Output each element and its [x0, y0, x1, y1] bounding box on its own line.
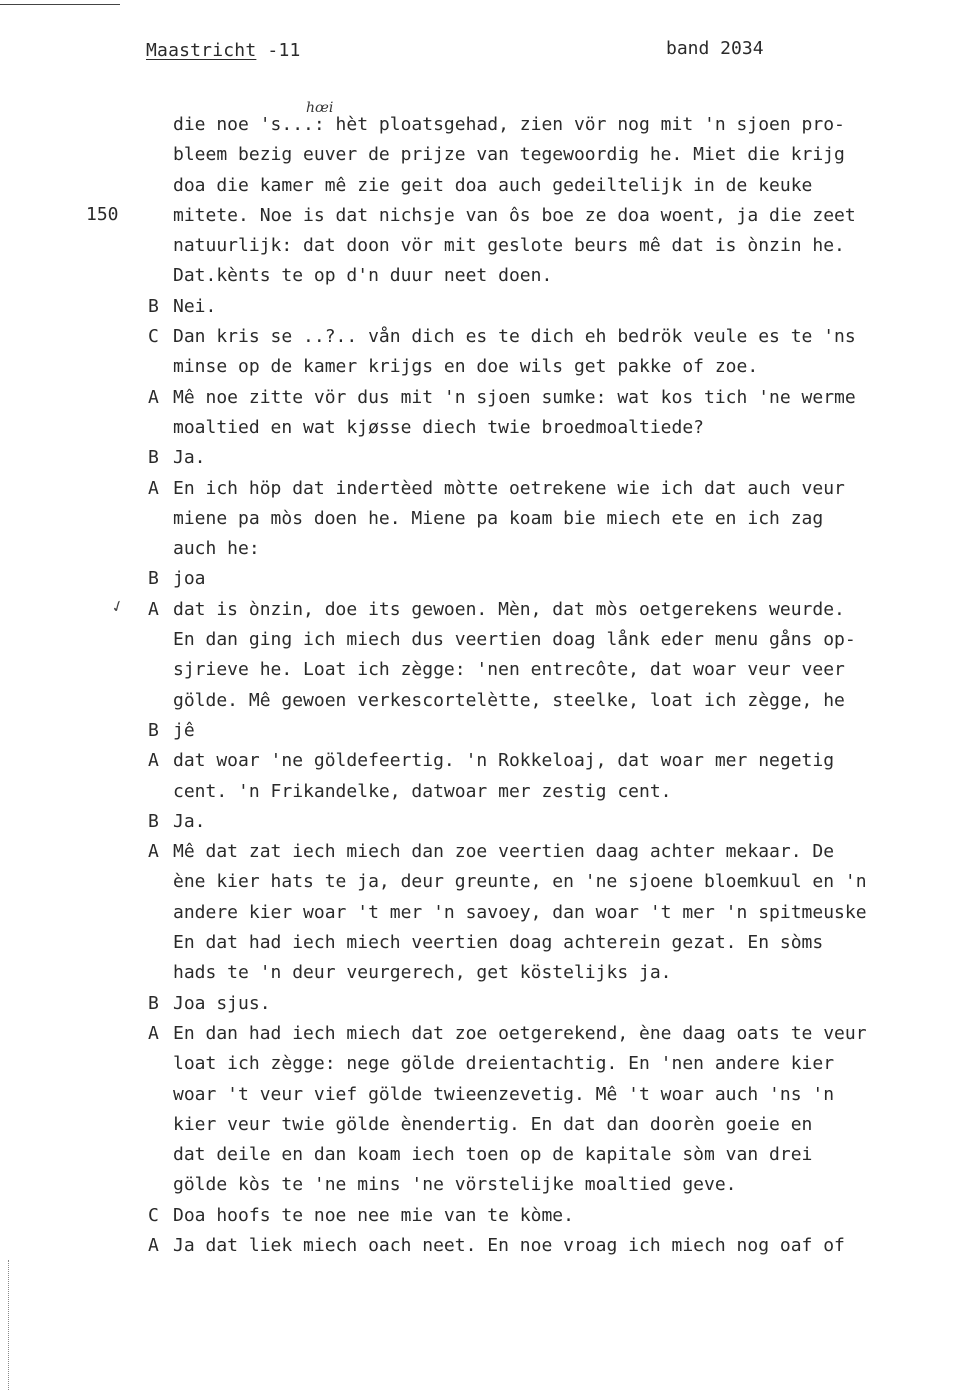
transcript-line — [148, 504, 968, 534]
speaker-label: B — [148, 295, 159, 317]
line-text: En dan had iech miech dat zoe oetgerekend, ène daag oats te veur — [173, 1022, 867, 1044]
transcript-line — [148, 171, 968, 201]
line-text: hads te 'n deur veurgerech, get köstelijks ja. — [173, 962, 672, 984]
line-text: loat ich zègge: nege gölde dreientachtig. En 'nen andere kier — [173, 1053, 835, 1075]
line-text: mitete. Noe is dat nichsje van ôs boe ze doa woent, ja die zeet — [173, 204, 856, 226]
speaker-label — [148, 898, 173, 928]
line-text: Ja. — [173, 447, 206, 469]
speaker-label: A — [148, 477, 159, 499]
speaker-label — [148, 1049, 173, 1079]
line-text: sjrieve he. Loat ich zègge: 'nen entrecôte, dat woar veur veer — [173, 659, 845, 681]
line-text: En dan ging ich miech dus veertien doag lånk eder menu gåns op- — [173, 629, 856, 651]
speaker-label: A — [148, 841, 159, 863]
header-band: band 2034 — [666, 38, 764, 59]
transcript-line — [148, 1110, 968, 1140]
transcript-line — [148, 140, 968, 170]
speaker-label: A — [148, 1022, 159, 1044]
line-text: Dat.kènts te op d'n duur neet doen. — [173, 265, 553, 287]
line-text: auch he: — [173, 538, 260, 560]
transcript-body — [148, 110, 968, 1261]
transcript-line — [148, 716, 968, 746]
speaker-label: A — [148, 1234, 159, 1256]
transcript-line — [148, 110, 968, 140]
transcript-line — [148, 474, 968, 504]
line-text: En ich höp dat indertèed mòtte oetrekene wie ich dat auch veur — [173, 477, 845, 499]
speaker-label: A — [148, 598, 159, 620]
speaker-label: C — [148, 326, 159, 348]
line-text: En dat had iech miech veertien doag achterein gezat. En sòms — [173, 932, 824, 954]
speaker-label — [148, 958, 173, 988]
speaker-label — [148, 534, 173, 564]
page-header-left — [146, 40, 301, 61]
header-place: Maastricht — [146, 40, 257, 61]
line-text: andere kier woar 't mer 'n savoey, dan woar 't mer 'n spitmeuske — [173, 901, 867, 923]
speaker-label — [148, 867, 173, 897]
speaker-label — [148, 261, 173, 291]
line-text: miene pa mòs doen he. Miene pa koam bie miech ete en ich zag — [173, 507, 824, 529]
transcript-line — [148, 1140, 968, 1170]
line-text: Doa hoofs te noe nee mie van te kòme. — [173, 1204, 574, 1226]
transcript-line — [148, 1201, 968, 1231]
interlinear-note: hœi — [306, 100, 334, 116]
transcript-line — [148, 443, 968, 473]
transcript-line — [148, 322, 968, 352]
line-text: Dan kris se ..?.. vån dich es te dich eh bedrök veule es te 'ns — [173, 326, 856, 348]
line-text: dat is ònzin, doe its gewoen. Mèn, dat mòs oetgerekens weurde. — [173, 598, 845, 620]
speaker-label — [148, 110, 173, 140]
transcript-line — [148, 201, 968, 231]
speaker-label — [148, 504, 173, 534]
transcript-line — [148, 958, 968, 988]
speaker-label — [148, 140, 173, 170]
transcript-line — [148, 655, 968, 685]
transcript-line — [148, 1170, 968, 1200]
transcript-line — [148, 686, 968, 716]
transcript-line — [148, 807, 968, 837]
margin-dotted-line — [8, 1260, 9, 1390]
line-text: bleem bezig euver de prijze van tegewoordig he. Miet die krijg — [173, 144, 845, 166]
transcript-line — [148, 867, 968, 897]
speaker-label — [148, 201, 173, 231]
margin-line-number: 150 — [86, 204, 119, 225]
transcript-line — [148, 383, 968, 413]
transcript-line — [148, 1019, 968, 1049]
line-text: die noe 's...: hèt ploatsgehad, zien vör nog mit 'n sjoen pro- — [173, 114, 845, 135]
speaker-label — [148, 928, 173, 958]
transcript-line — [148, 777, 968, 807]
line-text: woar 't veur vief gölde twieenzevetig. Mê 't woar auch 'ns 'n — [173, 1083, 835, 1105]
speaker-label — [148, 352, 173, 382]
transcript-line — [148, 928, 968, 958]
line-text: doa die kamer mê zie geit doa auch gedeiltelijk in de keuke — [173, 174, 813, 196]
transcript-line — [148, 352, 968, 382]
transcript-line — [148, 261, 968, 291]
line-text: dat deile en dan koam iech toen op de kapitale sòm van drei — [173, 1144, 813, 1166]
speaker-label: B — [148, 568, 159, 590]
speaker-label — [148, 171, 173, 201]
speaker-label: B — [148, 719, 159, 741]
transcript-line — [148, 292, 968, 322]
transcript-line — [148, 534, 968, 564]
transcript-line — [148, 1049, 968, 1079]
transcript-line — [148, 1080, 968, 1110]
line-text: dat woar 'ne göldefeertig. 'n Rokkeloaj, dat woar mer negetig — [173, 750, 835, 772]
line-text: moaltied en wat kjøsse diech twie broedmoaltiede? — [173, 416, 705, 438]
line-text: Mê noe zitte vör dus mit 'n sjoen sumke: wat kos tich 'ne werme — [173, 386, 856, 408]
line-text: ène kier hats te ja, deur greunte, en 'ne sjoene bloemkuul en 'n — [173, 871, 867, 893]
line-text: cent. 'n Frikandelke, datwoar mer zestig cent. — [173, 780, 672, 802]
speaker-label: B — [148, 810, 159, 832]
transcript-line — [148, 595, 968, 625]
transcript-line — [148, 746, 968, 776]
speaker-label — [148, 1140, 173, 1170]
transcript-line — [148, 898, 968, 928]
line-text: gölde kòs te 'ne mins 'ne vörstelijke moaltied geve. — [173, 1174, 737, 1196]
line-text: gölde. Mê gewoen verkescortelètte, steelke, loat ich zègge, he — [173, 689, 845, 711]
line-text: Ja. — [173, 810, 206, 832]
speaker-label — [148, 655, 173, 685]
line-text: Joa sjus. — [173, 992, 271, 1014]
speaker-label — [148, 413, 173, 443]
speaker-label — [148, 1170, 173, 1200]
top-rule — [0, 4, 120, 5]
header-page-number: -11 — [256, 40, 301, 61]
transcript-line — [148, 413, 968, 443]
line-text: Ja dat liek miech oach neet. En noe vroag ich miech nog oaf of — [173, 1234, 845, 1256]
speaker-label: A — [148, 750, 159, 772]
speaker-label — [148, 1110, 173, 1140]
speaker-label — [148, 1080, 173, 1110]
line-text: natuurlijk: dat doon vör mit geslote beurs mê dat is ònzin he. — [173, 235, 845, 257]
transcript-line — [148, 231, 968, 261]
transcript-line — [148, 989, 968, 1019]
line-text: joa — [173, 568, 206, 590]
line-text: jê — [173, 719, 195, 741]
speaker-label — [148, 625, 173, 655]
transcript-line — [148, 837, 968, 867]
speaker-label: A — [148, 386, 159, 408]
speaker-label — [148, 686, 173, 716]
line-text: kier veur twie gölde ènendertig. En dat dan doorèn goeie en — [173, 1113, 813, 1135]
margin-check-mark: ✓ — [108, 594, 127, 619]
speaker-label — [148, 777, 173, 807]
transcript-line — [148, 564, 968, 594]
speaker-label: B — [148, 447, 159, 469]
speaker-label: B — [148, 992, 159, 1014]
line-text: minse op de kamer krijgs en doe wils get pakke of zoe. — [173, 356, 759, 378]
line-text: Nei. — [173, 295, 217, 317]
transcript-line — [148, 625, 968, 655]
speaker-label: C — [148, 1204, 159, 1226]
transcript-line — [148, 1231, 968, 1261]
speaker-label — [148, 231, 173, 261]
line-text: Mê dat zat iech miech dan zoe veertien daag achter mekaar. De — [173, 841, 835, 863]
